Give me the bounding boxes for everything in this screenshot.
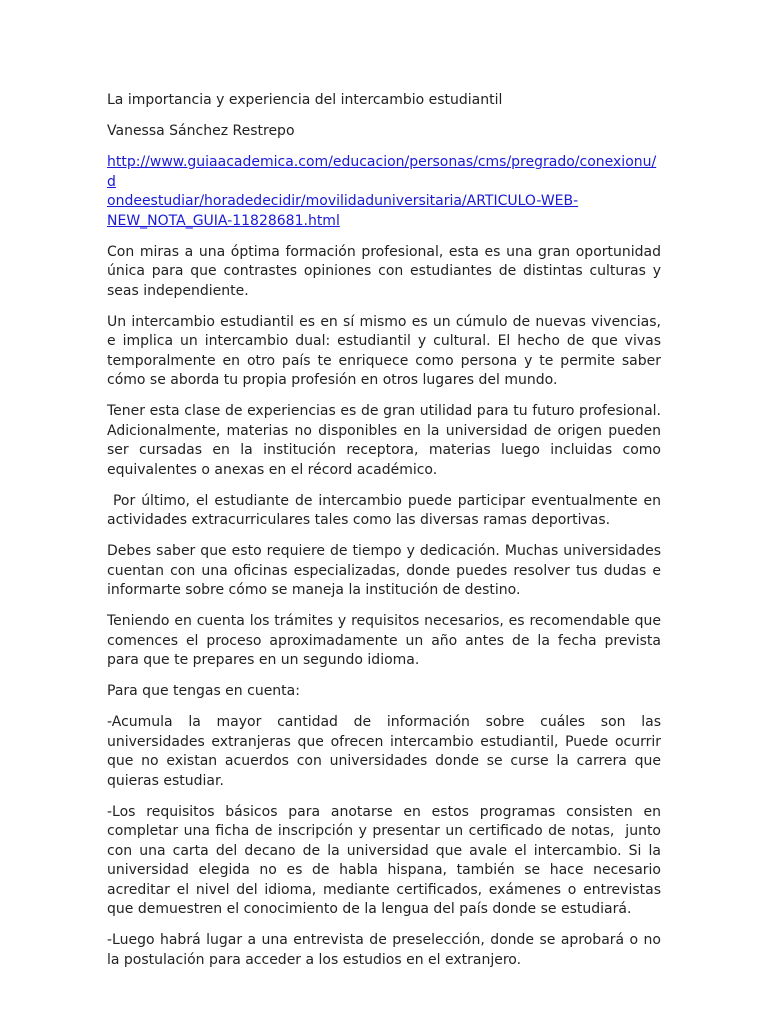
paragraph-tip-interview: -Luego habrá lugar a una entrevista de preselección, donde se aprobará o no la postulación para acceder a los estudios en el extranjero. (107, 932, 661, 968)
paragraph-extracurricular: Por último, el estudiante de intercambio puede participar eventualmente en actividades extracurriculares tales como las diversas ramas deportivas. (107, 492, 666, 528)
source-link[interactable] (107, 153, 661, 231)
source-link-line-1[interactable]: http://www.guiaacademica.com/educacion/personas/cms/pregrado/conexionu/d (107, 154, 657, 190)
paragraph-intro: Con miras a una óptima formación profesional, esta es una gran oportunidad única para que contrastes opiniones con estudiantes de distintas culturas y seas independiente. (107, 243, 661, 299)
document-author: Vanessa Sánchez Restrepo (107, 123, 295, 139)
paragraph-dedication: Debes saber que esto requiere de tiempo y dedicación. Muchas universidades cuentan con una oficinas especializadas, donde puedes resolver tus dudas e informarte sobre cómo se maneja la institución de destino. (107, 543, 661, 598)
document-title: La importancia y experiencia del intercambio estudiantil (107, 92, 503, 108)
source-link-line-3[interactable]: NEW_NOTA_GUIA-11828681.html (107, 212, 340, 229)
paragraph-tips-heading: Para que tengas en cuenta: (107, 683, 300, 699)
paragraph-tip-requirements: -Los requisitos básicos para anotarse en estos programas consisten en completar una ficha de inscripción y presentar un certificado de notas, junto con una carta del decano de la universidad que avale el intercambio. Si la universidad elegida no es de habla hispana, también se hace necesario acreditar el nivel del idioma, mediante certificados, exámenes o entrevistas que demuestren el conocimiento de la lengua del país donde se estudiará. (107, 803, 666, 917)
source-link-line-2[interactable]: ondeestudiar/horadedecidir/movilidaduniversitaria/ARTICULO-WEB- (107, 193, 579, 209)
paragraph-exchange: Un intercambio estudiantil es en sí mismo es un cúmulo de nuevas vivencias, e implica un intercambio dual: estudiantil y cultural. El hecho de que vivas temporalmente en otro país te enriquece como persona y te permite saber cómo se aborda tu propia profesión en otros lugares del mundo. (107, 313, 661, 388)
paragraph-tip-research: -Acumula la mayor cantidad de información sobre cuáles son las universidades extranjeras que ofrecen intercambio estudiantil, Puede ocurrir que no existan acuerdos con universidades donde se curse la carrera que quieras estudiar. (107, 714, 661, 789)
paragraph-timing: Teniendo en cuenta los trámites y requisitos necesarios, es recomendable que comences el proceso aproximadamente un año antes de la fecha prevista para que te prepares en un segundo idioma. (107, 613, 661, 668)
document-page (107, 91, 666, 982)
paragraph-experience: Tener esta clase de experiencias es de gran utilidad para tu futuro profesional. Adicionalmente, materias no disponibles en la universidad de origen pueden ser cursadas en la institución receptora, materias luego incluidas como equivalentes o anexas en el récord académico. (107, 403, 661, 478)
